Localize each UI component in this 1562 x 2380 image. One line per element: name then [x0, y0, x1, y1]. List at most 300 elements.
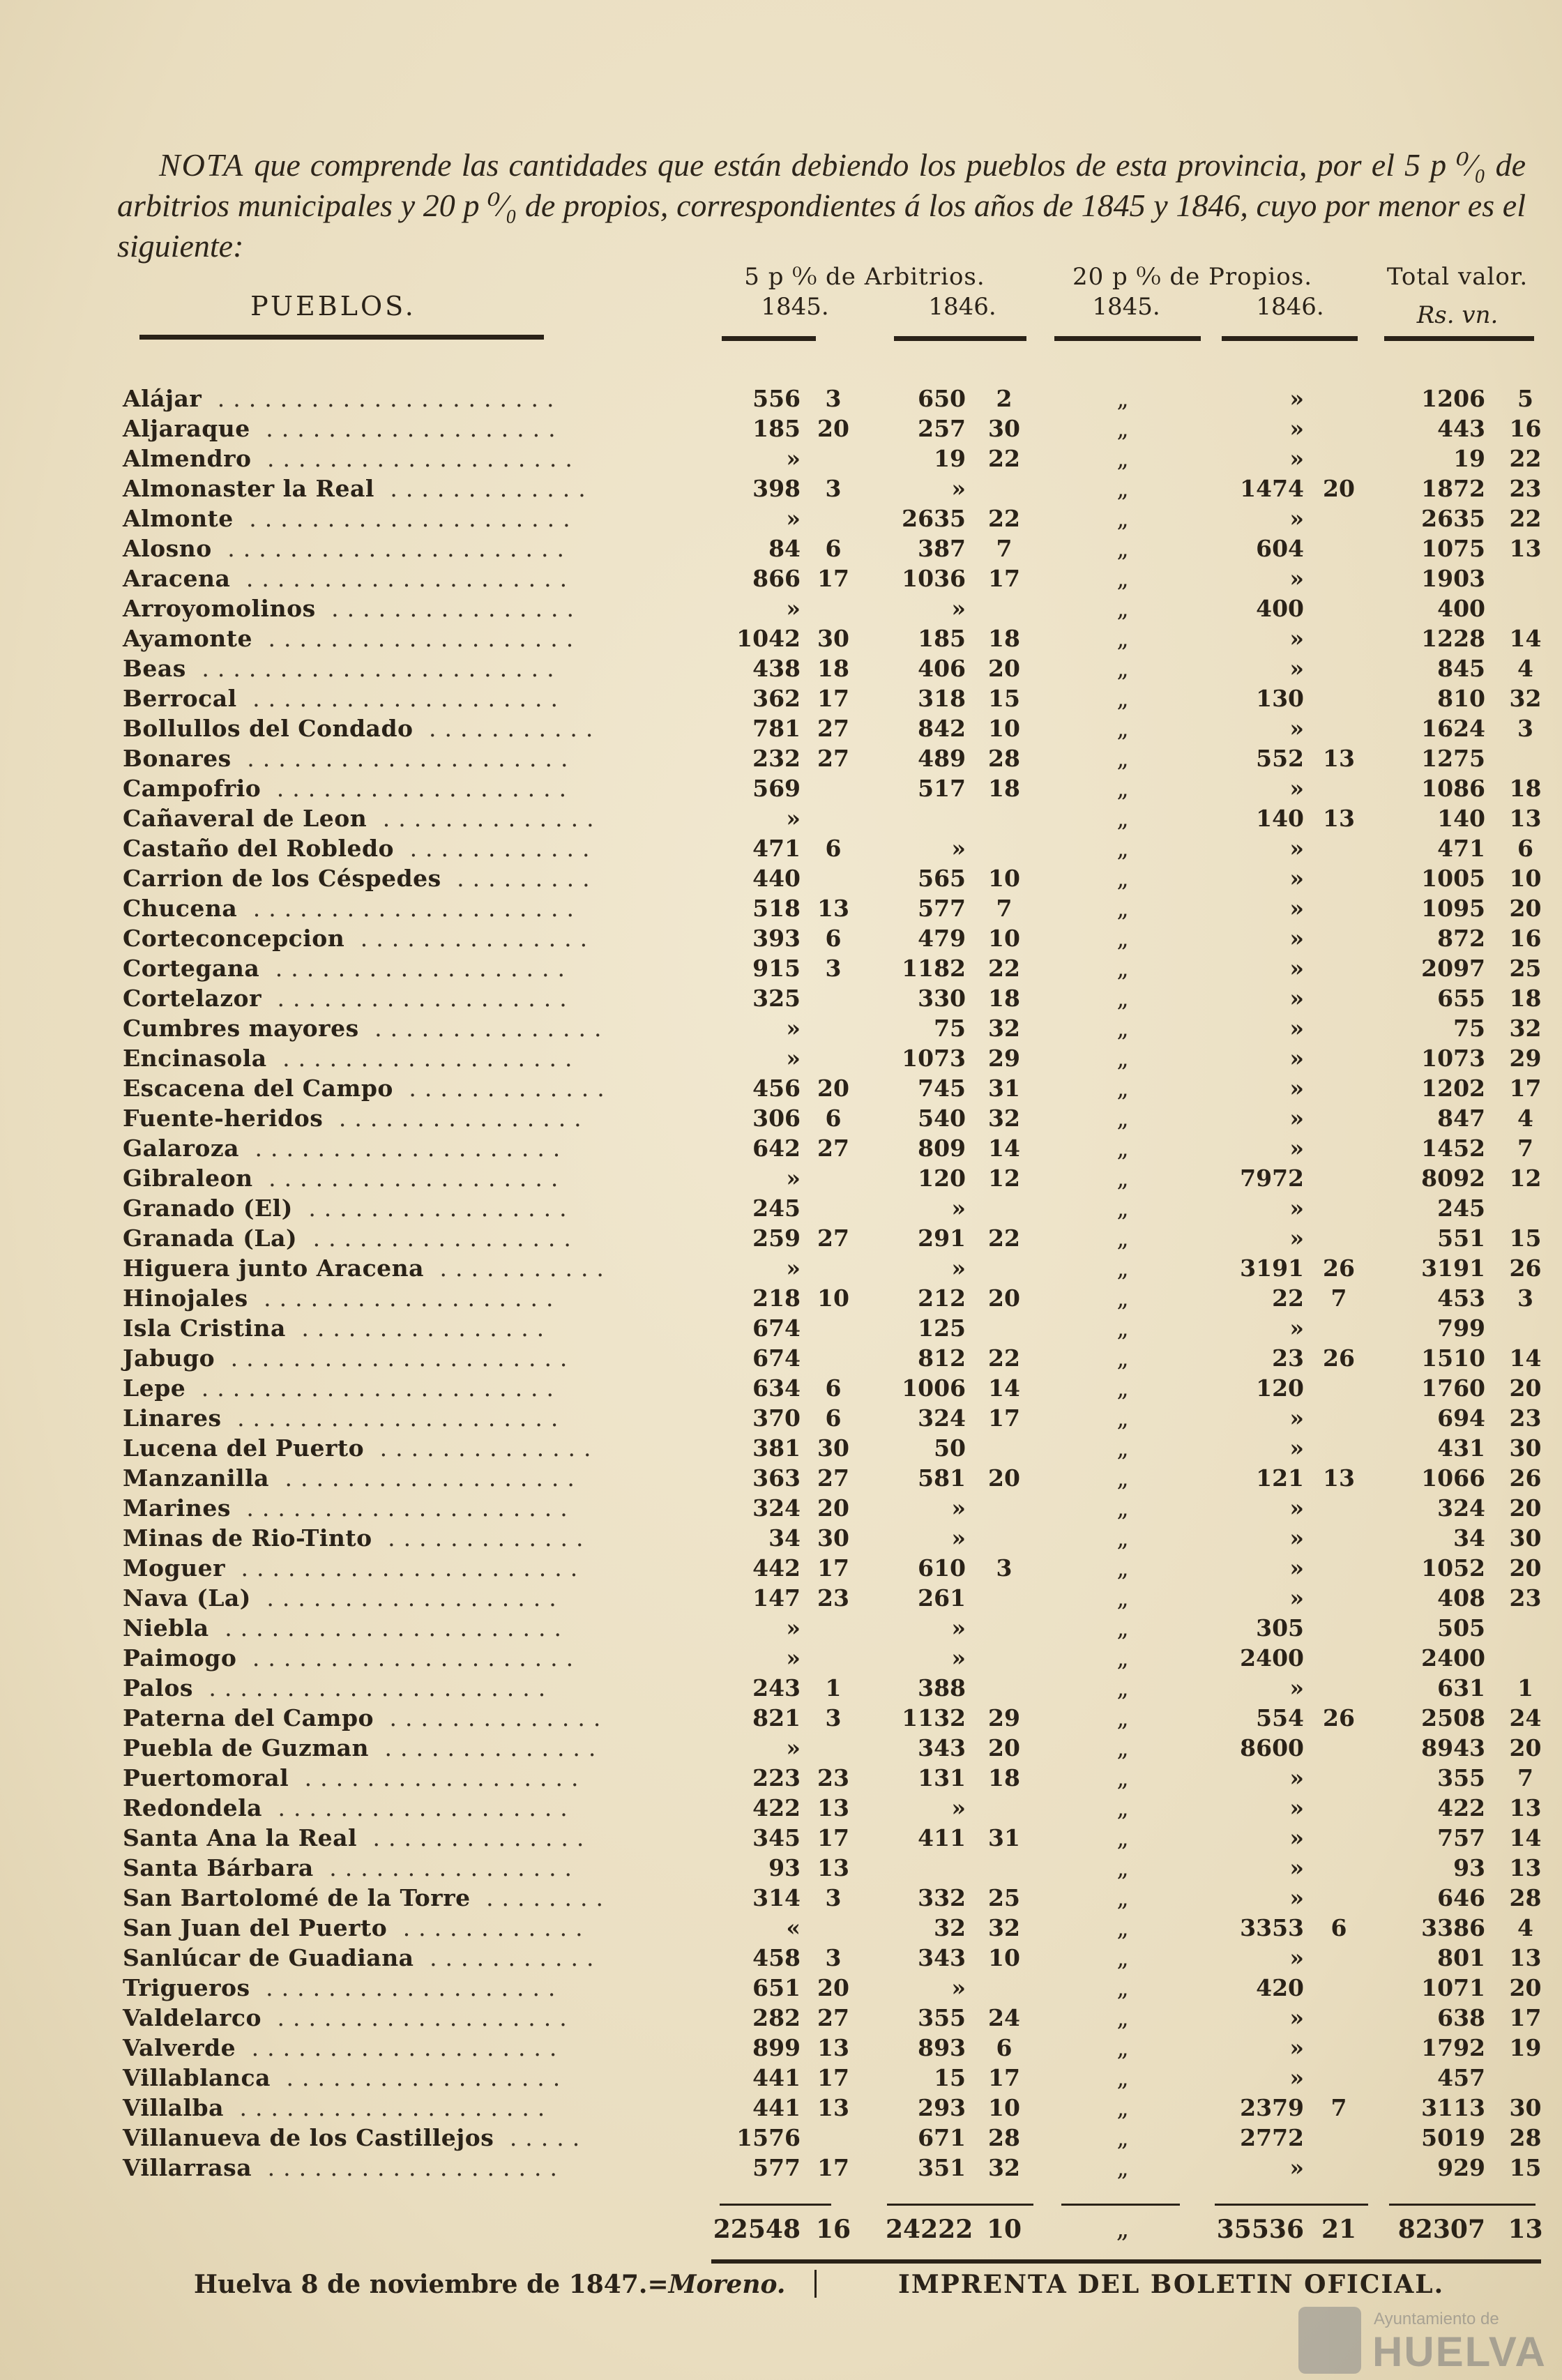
leader-dots: ..................... — [230, 1494, 576, 1522]
town-label: Sanlúcar de Guadiana — [123, 1944, 414, 1971]
cell-arbitrios-1845: 471 — [752, 835, 801, 862]
town-label: Villarrasa — [123, 2154, 252, 2181]
cell-arbitrios-1845: 314 — [752, 1884, 801, 1911]
cell-arbitrios-1845-cents: 3 — [825, 385, 842, 412]
header-pueblos: PUEBLOS. — [250, 291, 416, 321]
cell-total-cents: 24 — [1509, 1704, 1542, 1731]
cell-propios-1845: „ — [1116, 1464, 1129, 1492]
cell-arbitrios-1845: 245 — [752, 1195, 801, 1222]
cell-arbitrios-1846: 318 — [918, 685, 966, 712]
leader-dots: ..................... — [237, 895, 582, 922]
cell-total-cents: 5 — [1517, 385, 1533, 412]
town-name — [123, 1403, 566, 1433]
town-name — [123, 1943, 602, 1973]
cell-total-cents: 18 — [1509, 775, 1542, 802]
leader-dots: ............ — [394, 835, 598, 862]
cell-propios-1845: „ — [1116, 1135, 1129, 1162]
cell-arbitrios-1846-cents: 22 — [988, 1225, 1020, 1252]
cell-total-cents: 32 — [1509, 1015, 1542, 1042]
town-name — [123, 1793, 576, 1823]
town-label: Cañaveral de Leon — [123, 805, 367, 832]
table-row — [0, 473, 1562, 503]
table-row — [0, 1343, 1562, 1373]
cell-total-cents: 20 — [1509, 895, 1542, 922]
cell-arbitrios-1845-cents: 3 — [825, 1944, 842, 1971]
cell-propios-1846: » — [1289, 1554, 1304, 1582]
cell-propios-1845: „ — [1116, 625, 1129, 652]
cell-arbitrios-1845: » — [786, 805, 801, 832]
table-row — [0, 863, 1562, 893]
cell-arbitrios-1846: 812 — [918, 1344, 966, 1372]
cell-total: 1903 — [1421, 565, 1485, 592]
table-row — [0, 1463, 1562, 1493]
cell-propios-1846: » — [1289, 2064, 1304, 2091]
cell-arbitrios-1846: » — [951, 475, 966, 502]
cell-total: 400 — [1437, 595, 1485, 622]
leader-dots: ..................... — [231, 745, 577, 772]
cell-propios-1845: „ — [1116, 715, 1129, 742]
town-name — [123, 2003, 575, 2033]
table-row — [0, 773, 1562, 803]
cell-arbitrios-1845-cents: 10 — [817, 1284, 849, 1312]
cell-propios-1845: „ — [1116, 1674, 1129, 1701]
table-row — [0, 2153, 1562, 2183]
table-row — [0, 1043, 1562, 1073]
town-name — [123, 713, 601, 743]
cell-propios-1846: » — [1289, 1824, 1304, 1851]
leader-dots: ................... — [262, 1794, 576, 1821]
cell-total-cents: 23 — [1509, 1584, 1542, 1612]
total-rule — [1061, 2204, 1180, 2206]
cell-arbitrios-1845: 398 — [752, 475, 801, 502]
town-label: Marines — [123, 1494, 231, 1522]
cell-total: 3386 — [1421, 1914, 1485, 1941]
table-row — [0, 1763, 1562, 1793]
cell-arbitrios-1846: 2635 — [902, 505, 966, 532]
cell-arbitrios-1846-cents: 31 — [988, 1075, 1020, 1102]
note-paragraph — [117, 145, 1526, 266]
leader-dots: ..................... — [230, 565, 576, 592]
cell-arbitrios-1845: 674 — [752, 1344, 801, 1372]
cell-propios-1845: „ — [1116, 2034, 1129, 2061]
town-label: Redondela — [123, 1794, 262, 1821]
leader-dots: .................... — [224, 2094, 554, 2121]
cell-arbitrios-1846: » — [951, 1255, 966, 1282]
cell-total-cents: 7 — [1517, 1135, 1533, 1162]
leader-dots: ................ — [315, 595, 582, 622]
cell-propios-1846: 140 — [1256, 805, 1304, 832]
leader-dots: .................... — [251, 445, 581, 472]
cell-total-cents: 20 — [1509, 1374, 1542, 1402]
cell-arbitrios-1846-cents: 18 — [988, 775, 1020, 802]
cell-propios-1846: » — [1289, 1075, 1304, 1102]
leader-dots: ................... — [259, 955, 574, 982]
cell-arbitrios-1845: 185 — [752, 415, 801, 442]
cell-arbitrios-1845-cents: 6 — [825, 1404, 842, 1432]
cell-propios-1845: „ — [1116, 865, 1129, 892]
cell-arbitrios-1846: 577 — [918, 895, 966, 922]
cell-arbitrios-1846: 1036 — [902, 565, 966, 592]
town-name — [123, 1103, 590, 1133]
table-row — [0, 983, 1562, 1013]
cell-total-cents: 26 — [1509, 1255, 1542, 1282]
cell-propios-1846: » — [1289, 385, 1304, 412]
cell-arbitrios-1845: » — [786, 595, 801, 622]
cell-total-cents: 10 — [1509, 865, 1542, 892]
cell-propios-1846: » — [1289, 1045, 1304, 1072]
cell-arbitrios-1845-cents: 27 — [817, 2004, 849, 2031]
cell-arbitrios-1845-cents: 17 — [817, 565, 849, 592]
cell-propios-1846: » — [1289, 655, 1304, 682]
table-row — [0, 444, 1562, 473]
cell-arbitrios-1845-cents: 27 — [817, 715, 849, 742]
cell-total-cents: 7 — [1517, 1764, 1533, 1791]
table-row — [0, 1673, 1562, 1703]
leader-dots: ................... — [250, 1584, 565, 1612]
cell-total: 2508 — [1421, 1704, 1485, 1731]
leader-dots: .............. — [357, 1824, 593, 1851]
town-label: Encinasola — [123, 1045, 267, 1072]
cell-arbitrios-1845: » — [786, 1644, 801, 1672]
header-unit: Rs. vn. — [1416, 301, 1499, 329]
table-row — [0, 1793, 1562, 1823]
town-name — [123, 1043, 580, 1073]
table-row — [0, 2123, 1562, 2153]
table-row — [0, 1643, 1562, 1673]
town-label: Berrocal — [123, 685, 237, 712]
total-propios-1846-cents: 21 — [1321, 2215, 1357, 2244]
cell-total: 324 — [1437, 1494, 1485, 1522]
cell-arbitrios-1845-cents: 3 — [825, 475, 842, 502]
cell-total: 245 — [1437, 1195, 1485, 1222]
leader-dots: ................... — [248, 1284, 562, 1312]
table-row — [0, 1703, 1562, 1733]
table-row — [0, 833, 1562, 863]
cell-arbitrios-1846: 411 — [918, 1824, 966, 1851]
header-total: Total valor. — [1386, 263, 1529, 291]
leader-dots: ............. — [393, 1075, 613, 1102]
leader-dots: ................... — [261, 775, 575, 802]
cell-total: 757 — [1437, 1824, 1485, 1851]
town-label: Corteconcepcion — [123, 925, 345, 952]
cell-arbitrios-1846-cents: 18 — [988, 625, 1020, 652]
cell-total-cents: 18 — [1509, 985, 1542, 1012]
cell-arbitrios-1846: 388 — [918, 1674, 966, 1701]
cell-propios-1845: „ — [1116, 1225, 1129, 1252]
total-propios-1846: 35536 — [1216, 2215, 1304, 2244]
town-label: Cortelazor — [123, 985, 261, 1012]
cell-arbitrios-1846-cents: 22 — [988, 505, 1020, 532]
table-row — [0, 713, 1562, 743]
cell-propios-1846: 3353 — [1240, 1914, 1304, 1941]
table-row — [0, 384, 1562, 414]
cell-propios-1846-cents: 13 — [1323, 1464, 1355, 1492]
cell-arbitrios-1846: 355 — [918, 2004, 966, 2031]
leader-dots: ................... — [269, 1464, 583, 1492]
cell-total-cents: 4 — [1517, 1105, 1533, 1132]
header-rule — [139, 335, 544, 340]
cell-arbitrios-1846-cents: 22 — [988, 955, 1020, 982]
town-label: Moguer — [123, 1554, 225, 1582]
town-name — [123, 1823, 592, 1853]
cell-propios-1846: 2379 — [1240, 2094, 1304, 2121]
cell-arbitrios-1846-cents: 6 — [996, 2034, 1013, 2061]
cell-total: 408 — [1437, 1584, 1485, 1612]
cell-total: 1872 — [1421, 475, 1485, 502]
cell-total-cents: 26 — [1509, 1464, 1542, 1492]
total-valor: 82307 — [1397, 2215, 1485, 2244]
cell-total-cents: 30 — [1509, 1434, 1542, 1462]
town-label: Escacena del Campo — [123, 1075, 393, 1102]
leader-dots: ................... — [261, 985, 575, 1012]
leader-dots: ................... — [252, 1165, 567, 1192]
table-row — [0, 503, 1562, 533]
cell-arbitrios-1845: 440 — [752, 865, 801, 892]
cell-propios-1846: » — [1289, 1195, 1304, 1222]
note-text: que comprende las cantidades que están debiendo los pueblos de esta provincia, por el 5 p ⁰⁄₀ de arbitrios municipales y 20 p ⁰⁄₀ de propios, correspondientes á los años de 1845 y 1846, cuyo por menor es el siguiente: — [117, 147, 1526, 264]
table-row — [0, 1103, 1562, 1133]
town-label: Castaño del Robledo — [123, 835, 395, 862]
cell-total-cents: 20 — [1509, 1554, 1542, 1582]
leader-dots: ................... — [250, 1974, 564, 2001]
town-name — [123, 1643, 582, 1673]
town-label: Minas de Rio-Tinto — [123, 1524, 372, 1552]
town-label: Almonaster la Real — [123, 475, 374, 502]
cell-arbitrios-1845-cents: 6 — [825, 1374, 842, 1402]
table-row — [0, 1523, 1562, 1553]
table-row — [0, 2003, 1562, 2033]
town-name — [123, 1613, 570, 1643]
cell-propios-1846: » — [1289, 625, 1304, 652]
cell-arbitrios-1846-cents: 28 — [988, 2124, 1020, 2151]
cell-arbitrios-1846: 581 — [918, 1464, 966, 1492]
cell-arbitrios-1846: 406 — [918, 655, 966, 682]
cell-arbitrios-1845: 642 — [752, 1135, 801, 1162]
leader-dots: ..................... — [233, 505, 579, 532]
header-rule — [1384, 336, 1534, 341]
cell-propios-1845: „ — [1116, 1644, 1129, 1672]
cell-arbitrios-1846: 343 — [918, 1944, 966, 1971]
cell-total: 646 — [1437, 1884, 1485, 1911]
table-row — [0, 1253, 1562, 1283]
cell-propios-1846: » — [1289, 1764, 1304, 1791]
cell-arbitrios-1846: » — [951, 1794, 966, 1821]
leader-dots: ...................... — [211, 535, 573, 562]
leader-dots: ................... — [252, 2154, 566, 2181]
town-name — [123, 1763, 587, 1793]
cell-total: 2097 — [1421, 955, 1485, 982]
cell-propios-1845: „ — [1116, 1854, 1129, 1881]
cell-arbitrios-1845: 442 — [752, 1554, 801, 1582]
cell-propios-1846-cents: 26 — [1323, 1255, 1355, 1282]
cell-propios-1846-cents: 7 — [1330, 1284, 1347, 1312]
town-name — [123, 1343, 575, 1373]
town-label: Lepe — [123, 1374, 186, 1402]
cell-total: 8092 — [1421, 1165, 1485, 1192]
cell-propios-1845: „ — [1116, 1974, 1129, 2001]
cell-arbitrios-1845: 325 — [752, 985, 801, 1012]
cell-total-cents: 20 — [1509, 1974, 1542, 2001]
cell-propios-1845: „ — [1116, 475, 1129, 502]
cell-propios-1845: „ — [1116, 1344, 1129, 1372]
cell-arbitrios-1845: » — [786, 1015, 801, 1042]
leader-dots: ........... — [414, 1944, 602, 1971]
cell-arbitrios-1846: » — [951, 1644, 966, 1672]
cell-total-cents: 19 — [1509, 2034, 1542, 2061]
cell-total-cents: 4 — [1517, 655, 1533, 682]
town-name — [123, 2123, 588, 2153]
cell-total-cents: 22 — [1509, 445, 1542, 472]
town-name — [123, 2033, 565, 2063]
cell-arbitrios-1845-cents: 18 — [817, 655, 849, 682]
cell-arbitrios-1846: » — [951, 1195, 966, 1222]
cell-arbitrios-1846-cents: 17 — [988, 565, 1020, 592]
table-row — [0, 1433, 1562, 1463]
cell-propios-1845: „ — [1116, 1614, 1129, 1642]
table-row — [0, 1853, 1562, 1883]
town-label: Campofrio — [123, 775, 261, 802]
cell-total: 505 — [1437, 1614, 1485, 1642]
table-row — [0, 1913, 1562, 1943]
cell-arbitrios-1845-cents: 6 — [825, 535, 842, 562]
town-name — [123, 1703, 609, 1733]
table-row — [0, 1553, 1562, 1583]
cell-propios-1846: 130 — [1256, 685, 1304, 712]
table-row — [0, 1223, 1562, 1253]
cell-total: 638 — [1437, 2004, 1485, 2031]
cell-arbitrios-1845: 345 — [752, 1824, 801, 1851]
cell-arbitrios-1845: 1042 — [736, 625, 801, 652]
leader-dots: ..................... — [236, 1644, 582, 1672]
cell-arbitrios-1846: 610 — [918, 1554, 966, 1582]
cell-total: 929 — [1437, 2154, 1485, 2181]
leader-dots: .............. — [367, 805, 602, 832]
table-row — [0, 743, 1562, 773]
cell-propios-1846: 121 — [1256, 1464, 1304, 1492]
table-row — [0, 923, 1562, 953]
cell-arbitrios-1845-cents: 23 — [817, 1584, 849, 1612]
cell-total-cents: 22 — [1509, 505, 1542, 532]
cell-arbitrios-1846: 291 — [918, 1225, 966, 1252]
town-label: Arroyomolinos — [123, 595, 316, 622]
cell-arbitrios-1846-cents: 32 — [988, 1914, 1020, 1941]
cell-total: 75 — [1453, 1015, 1485, 1042]
cell-arbitrios-1845-cents: 6 — [825, 1105, 842, 1132]
cell-total: 2635 — [1421, 505, 1485, 532]
header-year-propios-1846: 1846. — [1256, 293, 1324, 321]
town-label: Paimogo — [123, 1644, 237, 1672]
cell-total: 8943 — [1421, 1734, 1485, 1761]
cell-arbitrios-1846: 50 — [934, 1434, 966, 1462]
town-name — [123, 1973, 563, 2003]
cell-propios-1846-cents: 13 — [1323, 805, 1355, 832]
cell-total-cents: 23 — [1509, 475, 1542, 502]
town-label: Aracena — [123, 565, 231, 592]
town-label: Alosno — [123, 535, 212, 562]
cell-propios-1846-cents: 13 — [1323, 745, 1355, 772]
cell-propios-1846: 552 — [1256, 745, 1304, 772]
cell-propios-1845: „ — [1116, 835, 1129, 862]
cell-propios-1846: 8600 — [1240, 1734, 1304, 1761]
cell-propios-1846: 3191 — [1240, 1255, 1304, 1282]
town-name — [123, 863, 598, 893]
town-name — [123, 2063, 568, 2093]
leader-dots: .................... — [236, 2034, 566, 2061]
cell-arbitrios-1845: » — [786, 445, 801, 472]
cell-arbitrios-1846-cents: 7 — [996, 535, 1013, 562]
cell-arbitrios-1845: 438 — [752, 655, 801, 682]
cell-total-cents: 20 — [1509, 1494, 1542, 1522]
town-name — [123, 444, 581, 473]
leader-dots: ...................... — [215, 1344, 576, 1372]
cell-propios-1846: 604 — [1256, 535, 1304, 562]
cell-arbitrios-1845-cents: 27 — [817, 745, 849, 772]
cell-arbitrios-1845-cents: 20 — [817, 1494, 849, 1522]
cell-total: 355 — [1437, 1764, 1485, 1791]
cell-propios-1846: » — [1289, 925, 1304, 952]
table-row — [0, 1613, 1562, 1643]
cell-arbitrios-1846: 257 — [918, 415, 966, 442]
cell-total: 422 — [1437, 1794, 1485, 1821]
cell-arbitrios-1846: 1132 — [902, 1704, 966, 1731]
cell-propios-1845: „ — [1116, 895, 1129, 922]
cell-arbitrios-1845: 866 — [752, 565, 801, 592]
cell-arbitrios-1846: 479 — [918, 925, 966, 952]
cell-arbitrios-1846-cents: 32 — [988, 1105, 1020, 1132]
total-arbitrios-1846: 24222 — [886, 2215, 973, 2244]
town-name — [123, 653, 563, 683]
cell-total-cents: 25 — [1509, 955, 1542, 982]
leader-dots: ................... — [261, 2004, 575, 2031]
table-row — [0, 1883, 1562, 1913]
town-name — [123, 1163, 566, 1193]
town-name — [123, 1553, 586, 1583]
cell-propios-1845: „ — [1116, 1284, 1129, 1312]
cell-total: 1624 — [1421, 715, 1485, 742]
town-name — [123, 803, 602, 833]
cell-total: 810 — [1437, 685, 1485, 712]
cell-arbitrios-1845-cents: 27 — [817, 1225, 849, 1252]
town-name — [123, 563, 575, 593]
town-name — [123, 473, 594, 503]
cell-arbitrios-1845: 84 — [768, 535, 801, 562]
cell-arbitrios-1846-cents: 10 — [988, 925, 1020, 952]
cell-propios-1846-cents: 6 — [1330, 1914, 1347, 1941]
cell-arbitrios-1845-cents: 17 — [817, 2064, 849, 2091]
leader-dots: ............. — [374, 475, 594, 502]
leader-dots: ................ — [323, 1105, 590, 1132]
cell-arbitrios-1845: 781 — [752, 715, 801, 742]
cell-propios-1846: 420 — [1256, 1974, 1304, 2001]
cell-total: 5019 — [1421, 2124, 1485, 2151]
cell-propios-1846: » — [1289, 445, 1304, 472]
table-row — [0, 1133, 1562, 1163]
leader-dots: ............. — [372, 1524, 592, 1552]
table-row — [0, 1313, 1562, 1343]
cell-total-cents: 16 — [1509, 415, 1542, 442]
cell-arbitrios-1846: 517 — [918, 775, 966, 802]
table-row — [0, 1943, 1562, 1973]
cell-arbitrios-1845-cents: 13 — [817, 2094, 849, 2121]
cell-arbitrios-1845: 556 — [752, 385, 801, 412]
cell-arbitrios-1846: 893 — [918, 2034, 966, 2061]
town-label: Higuera junto Aracena — [123, 1255, 425, 1282]
cell-arbitrios-1845: 324 — [752, 1494, 801, 1522]
total-arbitrios-1846-cents: 10 — [986, 2215, 1022, 2244]
cell-total: 799 — [1437, 1314, 1485, 1342]
cell-arbitrios-1846-cents: 10 — [988, 715, 1020, 742]
town-label: San Juan del Puerto — [123, 1914, 388, 1941]
